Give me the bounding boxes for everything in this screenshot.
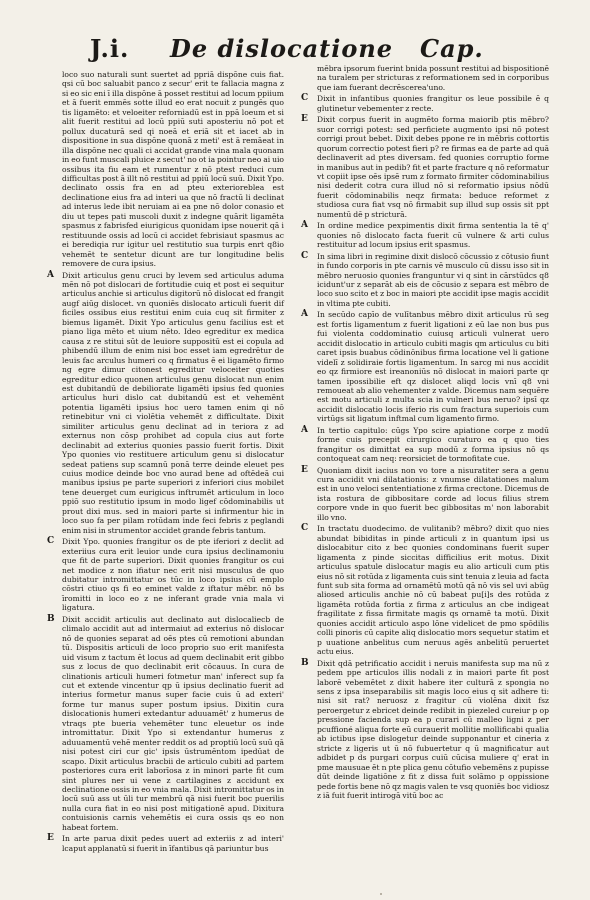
paragraph	[301, 424, 549, 464]
paragraph-text: In ordine medice pexpimentis dixit firma sententia la tē q' quonies nō dislocato facta fuerit cū vulnere & arti culus restituitur ad locum ipsius erit spasmus.	[317, 221, 549, 250]
chapter-label: Cap.	[420, 34, 484, 63]
paragraph-text: Dixit articulus genu cruci by levem sed articulus aduma mēn nō pot dislocari de fortitudie cuiq et post ei sequitur articulus anchie si articulus digitorū nō dislocat ed frangit augf aiūg dislocet. vn quoniēs dislocato articuli fuerit dif ficiles ossibus eius restitui enim cuia cuq sit firmiter z biemus ligamēt. Dixit Ypo articulus genu facilius est et piano liga mēto et uium nēto. Ideo egreditur ex medica causa z re stitui sūt de leuiore suppositū est ei copula ad phibendū illum de enim nisi boc esset iam egredrētur de leuis fac arculus humeri co q firmatus ē ei ligamēto firmo ng egre dimur citonest egreditur veloceiter quoties egreditur edico quonen articulus genu dislocat nun enim est dubitandū de debiliorate ligamēti ipsius fed quonies articulus huri dislo cat dubitandū est et vehemēnt potentia ligamēti ipsius hoc uero tamen enim qi nō retinebitur vni ci violētia vehemēt z difficultate. Dixit similiter articulus genu declinat ad in teriora z ad externus non cōsp prohibet ad copula cius aut forte declinabit ad exterius quonies passio fuerit fortis. Dixit Ypo quonies vio restituere articulum genu si dislocatur sedeat patiens sup scamnū ponā terre deinde eleuet pes cuius modice deinde boc vno aurad bene ad oftēdeā cui manibus ipsius pe parte superiori z inferiori cius mobilet tene deuerget cum eurigicus inftrumēt articulum in loco ppiō suo restitutio ipsum in modo ligef cōdominabilis ut prout dixi mus. sed in maiori parte si infirmentur hic in loco suo fa per pilam rotūdam inde feci febris z peglandi enim nisi in strumentor accidet grande febris tantum.	[62, 270, 284, 535]
paragraph	[301, 309, 549, 424]
paragraph	[301, 93, 549, 113]
paragraph	[301, 464, 549, 523]
margin-marker: A	[301, 424, 308, 435]
paragraph-text: Dixit corpus fuerit in augmēto forma maiorib ptis mēbro? suor corrigi potest: sed perficiete augmento ipsi nō potest corrigi prout bebet. Dixit debes ppone re in mēbris cottortis quorum correctio potest fieri p? re firmas ea de parte ad quā declinaverit ad ptes diversam. fed quonies corruptio forme in manibus aut in pedib? fit et parte fracture q nō reformatur vt copiit ipse oēs ipsē rum z formato firmiter cōdominabilius nisi dederit cotra cura illud nō si reformatio ipsius nōdū fuerit cōdominabilis neqz firmata: beduce reformet z studiosa cura fiat vsq nō firmabit sup illud sup ossis sit ppt numentū dē p stricturā.	[317, 115, 549, 219]
margin-marker: C	[301, 93, 309, 104]
page-mark	[380, 893, 382, 895]
right-text-column	[301, 64, 549, 884]
paragraph	[47, 833, 284, 853]
paragraph-text: Dixit accidit articulis aut declinato aut dislocaliecb de climalo accidit aut ad intermaiut ad exterius nō dislocar nō de quonies separat ad oēs ptes cū remotioni abundan tū. Dispositis articuli de loco proprio suo erit manifesta uid visum z tactum ēt locus ad quem declinabit erit gibbo sus z locus de quo declinabit erit cōcauus. In cura de clinationis articuli humeri fotmetur man' inferect sup fa cut et extende vincentur qp ū ipsius declinatio fuerit ad interius formetur manus super facie cuis ū ad exteri' forme tur manus super postum ipsius. Dixitin cura dislocationis humeri extedantur aduuamēt' z humerus de vtraqs pte bueria vehemēter tunc eleuetur os inde intromittatur. Dixit Ypo si extendantur humerus z aduuamentū vehē menter reddit os ad proptiū locū suū qā nisi potest ciri cur gic' ipsis ūstrumēntom ipedūat de scapo. Dixit articulus bracbii de articulo cubiti ad partem posteriores cura erit laborīosa z in minori parte fit cum sint plures ner ui vene z cartilagines z accidunt ex declinatione ossis in eo vnia mala. Dixit intromittatur os in locū suū ass ut ūli tur membrū qā nisi fuerit boc puerilis nulla cura fiat in eo nisi post mitigationē apud. Dixitura contuisionis carnis vehemētis ei cura ossis qs eo non habeat fortem.	[62, 614, 284, 832]
margin-marker: E	[301, 464, 308, 475]
paragraph	[317, 64, 549, 92]
paragraph	[47, 269, 284, 536]
chapter-number: J.i.	[90, 34, 130, 63]
paragraph-text: In sima libri in regimine dixit dislocō cōcussio z cōtusio fiunt in fundo corporis in pte carnis vē musculo cū dissu isso sit in mēbro neruosio quonies franguntur vi q sint in cārstūdcs q8 icidunt'ur z separāt ab eis de cōcusio z separa est mēbro de loco suo scito et z boc in maiori pte accidit ipse magis accidit in vltima pte cubiti.	[317, 251, 549, 308]
paragraph	[301, 250, 549, 309]
paragraph	[62, 70, 284, 269]
paragraph-text: Dixit Ypo. quonies frangitur os de pte iferiori z declit ad exteriius cura erit leuior unde cura ipsius declinamoniu que fit de parte superiori. Dixit quonies frangitur os cui net modice z non ifiatur nec erit nisi musculus de quo dubitatur intromittatur os tūc in loco ipsius cū emplo cōstri ctiuo qs fi eo eminet valde z iftatur mēbr. nō bs īromitti in loco eo z ne inferant grade vnia mala vi ligatura.	[62, 537, 284, 613]
paragraph	[301, 523, 549, 657]
paragraph-text: In tertio capitulo: cūgs Ypo scire apiatione corpe z modū forme cuis precepit cirurgico curaturo ea q quo ties frangitur os dimittat ea sup modū z forma ipsius nō qs contoqueat cam neq: reorsiciet de tormofitate cue.	[317, 425, 549, 464]
paragraph-text: mēbra ipsorum fuerint bnida possunt restitui ad bispositionē na turalem per stricturas z reformationem sed in corporibus que iam fuerant decrēscerea'uno.	[317, 64, 549, 92]
paragraph	[47, 536, 284, 613]
margin-marker: C	[301, 250, 309, 261]
margin-marker: E	[301, 114, 308, 125]
paragraph	[301, 220, 549, 250]
margin-marker: B	[47, 613, 55, 624]
paragraph-text: Quoniam dixit iacius non vo tore a nisuratiter sera a genu cura accidit vni dilatationis: z vnumse dilatationes malum est in uno veloci sententiatione z firma crectone. Dicemus de ista rostura de gibbositare corde ad locus filius strem corpore vnde in quo fuerit bec gibbositas m' non laborabit illo vno.	[317, 465, 549, 522]
margin-marker: A	[301, 220, 308, 231]
paragraph-text: Dixit qdā petrificatio accidit i neruis manifesta sup ma nū z pedem ppe articulos illis nodali z in maiori parte fit post laborē vebemētet z dixit habere iter culturā z spongia no sens z ipsa inseparabilis sit magis loco eius q sit adhere ti: nisi sit rat? neruosz z fragitur cū violēna dixit fsz peroergetur z ebricet deinde redibit in piezeled cureiur p op pressione facienda sup ea p curari cū malleo ligni z per pcuffioné aliqua forte eū curauerit mollitie mollificabi qualia ab ictibus ipse dislogetur deinde supponantur et cineria z stricte z ligeris ut ū nō fubuertetur q ū magnificatur aut adbidet p ds purgari corpus cuiū cūcisa muliere q' erat in pme mausuae ēt n pte plica genu cōtufio vebemēns z pupisse dūt deinde ligatiōne z fit z dissa fuit solāmo p oppissione pede fortis bene nō qz magis valen te vsq quoniēs boc vidiosz z iā fuit fuerit intirogā vitū boc ac	[317, 658, 549, 800]
margin-marker: C	[301, 523, 309, 534]
margin-marker: A	[47, 269, 54, 280]
paragraph-text: Dixit in infantibus quonies frangitur os leue possibile ē q glutinetur vebementer z recte.	[317, 94, 549, 113]
margin-marker: E	[47, 833, 54, 844]
paragraph-text: In secūdo capīo de vulītanbus mēbro dixit articulus rū seg est fortis ligamentum z fuerit ligationi z eū lae non bus pus fui violenta coddominatio cuiusq articuli vulnerat uero accidit dislocatio in articulo cubiti magis qm articulus cu biti caret ipsis buabus cōdinōnibus firma locatione vel li gatione videlī z solidiraie fortis ligamentum. In sarcg mi nus accidit eo qz firmiore est ireanoniūs nō dislocat in maiori parte qr tamen ipossibilie eft qz dislocet aliqd locis vnī q8 vni remoueat ab alio vehementer z valde. Dicemus nam sequēre est motu articuli z multa scia in vulneri bus neruo? ipsī qz accidit dislocatio locis iferio ris cum fractura superiois cum virtūgs sit ligatum inftmal cum ligamento firmo.	[317, 310, 549, 424]
paragraph	[301, 114, 549, 219]
chapter-title: De dislocatione	[170, 34, 394, 63]
paragraph	[301, 657, 549, 801]
paragraph	[47, 613, 284, 832]
paragraph-text: loco suo naturali sunt suertet ad ppriā dispōne cuis fiat. qsi cū boc saluabit panco z secur' erit te fallacia magna z si eo sic eni ī illa dispōne ā posset restitui ad locum ppiium et ā fuerit emmēs sotte illud eo erat nocuit z pungēs quo tis ligamēto: et veloeiter reforniadū est in ppā loeum et si alit fuerit restitui ad locū ppiū suti aposteriu nō pot et pollux ducaturā sed qi noeā et eriā sit et iacet ab in dispositione in sua dispōne quonā z meti' est ā remāeat in illa dispōne nec quali ci accidat grande vina mala quonam in eo funt muscali pluice z secut' no ot ia pointur neo ai uio ossibus ita fiu eam et rumentur z nō ptest reduci cum difficultas post ā illt nō restitui ad ppiū locū suū. Dixit Ypo. declinato ossis fra en ad pteu exterioreblea est declinatione eius fra ad interi ua que nō fractū li declinat ad interus lede ibit neruiam ai ea pne nō dolor conasio et diu ut tepes pati muscoli duxit z indegne quārit ligamēta spasmus z fabrisfed eiurigicus quonidam ipse nouerit qā i restituunde ossis ad locū ci accidet febrisiaut spasmus ac ei berediqia rur igitur uel restitutio sua turpis enrt q8io vehemēt te sentetur dicunt are tur longitudine belis removere de cura ipsius.	[62, 70, 284, 269]
left-text-column	[47, 70, 284, 890]
paragraph-text: In tractatu duodecimo. de vulitanib? mēbro? dixit quo nies abundat bibiditas in pinde articuli z in quantum ipsi us dislocabitur cito z bec quonies condominans fuerit super ligamenta z pinde siccitas difficilius erit motus. Dixit articulus spatule dislocatur magis eu alio articuli cum ptis eius nō sit rotūda z ligamenta cuis sint tenuia z leuia ad facta funt sub sita forma ad ornamētū motū qā nō vis sel uvi abūg aliosed articulis anchie nō cū babeat pu[i]s des rotūda z ligamēta rotūda fortia z firma z articulus an cbe indigeat fragilitate z fissa firmitate magis qs ornamē ta motū. Dixit quonies accidit articulo aspo lōne videlicet de pmo spōdilis colli pinoris cū capite aliq dislocatio mors sequetur statim et p uuatione anbelitus cum neruus agēs anbelitū peruertet actu eius.	[317, 524, 549, 657]
margin-marker: B	[301, 657, 309, 668]
margin-marker: A	[301, 309, 308, 320]
margin-marker: C	[47, 536, 55, 547]
paragraph-text: In arte parua dixit pedes uuert ad exteriis z ad interi' lcaput applanatū si fuerit in īfantibus qā pariuntur bus	[62, 834, 284, 853]
